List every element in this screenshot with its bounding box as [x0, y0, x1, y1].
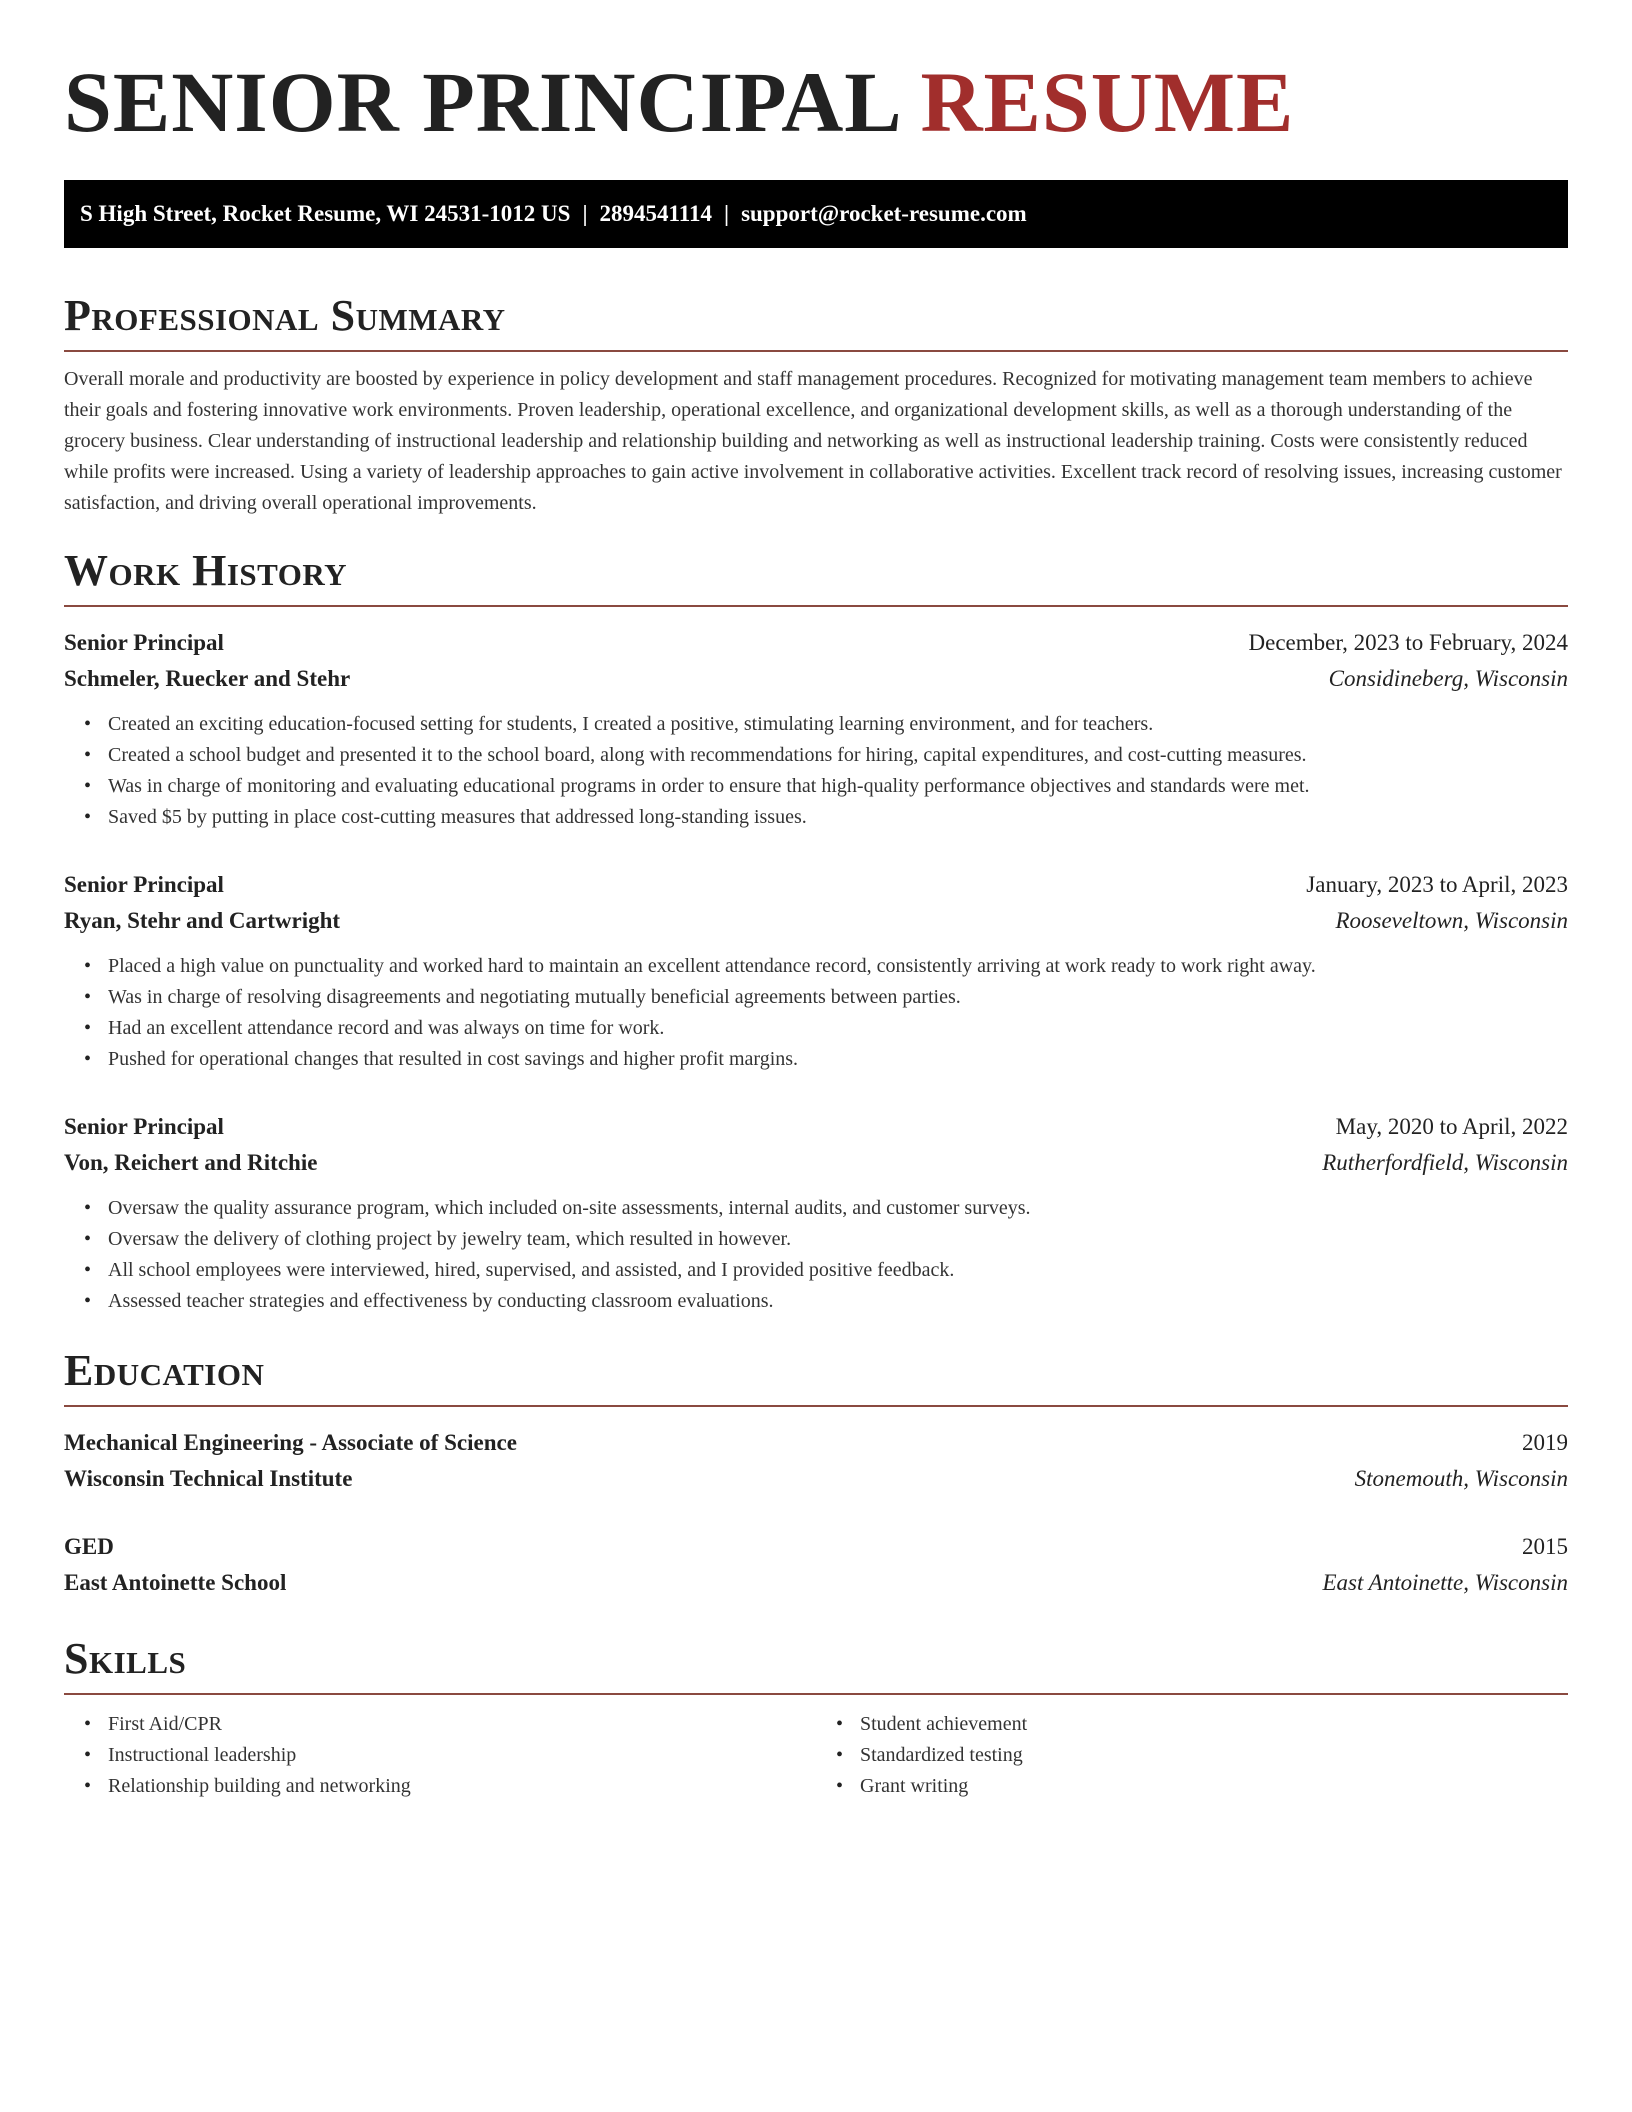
skill-item: • Grant writing	[860, 1771, 1568, 1802]
skills-list	[816, 1709, 1568, 1802]
education-location: Stonemouth, Wisconsin	[1354, 1466, 1568, 1491]
contact-email[interactable]: support@rocket-resume.com	[741, 201, 1027, 226]
skill-item: • First Aid/CPR	[108, 1709, 816, 1740]
skill-item: • Instructional leadership	[108, 1740, 816, 1771]
section-title-education: Education	[64, 1346, 265, 1395]
list-item: • Was in charge of monitoring and evaluating educational programs in order to ensure that high-quality performance objectives and standards were met.	[108, 771, 1568, 802]
list-item: • Oversaw the quality assurance program, which included on-site assessments, internal audits, and customer surveys.	[108, 1193, 1568, 1224]
resume-title-primary: SENIOR PRINCIPAL	[64, 54, 898, 150]
job-header-row	[64, 1109, 1568, 1145]
summary-text: Overall morale and productivity are boosted by experience in policy development and staff management procedures. Recognized for motivating management team members to achieve their goals and fostering innovative work environments. Proven leadership, operational excellence, and organizational development skills, as well as a thorough understanding of the grocery business. Clear understanding of instructional leadership and relationship building and networking as well as instructional leadership training. Costs were consistently reduced while profits were increased. Using a variety of leadership approaches to gain active involvement in collaborative activities. Excellent track record of resolving issues, increasing customer satisfaction, and driving overall operational improvements.	[64, 368, 1562, 514]
education-entry	[64, 1529, 1568, 1601]
list-item: • Placed a high value on punctuality and worked hard to maintain an excellent attendance record, consistently arriving at work ready to work right away.	[108, 951, 1568, 982]
education-year: 2019	[1522, 1430, 1568, 1455]
list-item: • Oversaw the delivery of clothing project by jewelry team, which resulted in however.	[108, 1224, 1568, 1255]
contact-separator: |	[582, 201, 588, 226]
job-bullet-list	[64, 709, 1568, 833]
job-location: Rooseveltown, Wisconsin	[1335, 908, 1568, 933]
job-dates: May, 2020 to April, 2022	[1335, 1114, 1568, 1139]
section-divider	[64, 1693, 1568, 1695]
job-company-row	[64, 903, 1568, 939]
skill-item: • Student achievement	[860, 1709, 1568, 1740]
list-item: • Pushed for operational changes that resulted in cost savings and higher profit margins.	[108, 1044, 1568, 1075]
list-item: • Assessed teacher strategies and effectiveness by conducting classroom evaluations.	[108, 1286, 1568, 1317]
education-school: Wisconsin Technical Institute	[64, 1466, 353, 1491]
education-entry	[64, 1425, 1568, 1497]
contact-address: S High Street, Rocket Resume, WI 24531-1012 US	[80, 201, 571, 226]
job-dates: December, 2023 to February, 2024	[1248, 630, 1568, 655]
job-bullet-list	[64, 1193, 1568, 1317]
education-degree: Mechanical Engineering - Associate of Science	[64, 1430, 517, 1455]
contact-bar	[64, 180, 1568, 248]
job-entry	[64, 625, 1568, 833]
job-role: Senior Principal	[64, 630, 224, 655]
section-divider	[64, 605, 1568, 607]
job-company: Von, Reichert and Ritchie	[64, 1150, 318, 1175]
job-header-row	[64, 867, 1568, 903]
resume-title-accent: RESUME	[920, 54, 1295, 150]
job-location: Rutherfordfield, Wisconsin	[1322, 1150, 1568, 1175]
list-item: • Created an exciting education-focused setting for students, I created a positive, stimulating learning environment, and for teachers.	[108, 709, 1568, 740]
list-item: • Was in charge of resolving disagreements and negotiating mutually beneficial agreements between parties.	[108, 982, 1568, 1013]
job-entry	[64, 867, 1568, 1075]
job-location: Considineberg, Wisconsin	[1328, 666, 1568, 691]
skill-item: • Relationship building and networking	[108, 1771, 816, 1802]
education-degree-row	[64, 1529, 1568, 1565]
education-section	[64, 1343, 1568, 1601]
education-degree-row	[64, 1425, 1568, 1461]
skills-column-left	[64, 1709, 816, 1802]
list-item: • All school employees were interviewed, hired, supervised, and assisted, and I provided positive feedback.	[108, 1255, 1568, 1286]
section-title-summary: Professional Summary	[64, 291, 506, 340]
job-entry	[64, 1109, 1568, 1317]
education-school-row	[64, 1565, 1568, 1601]
skills-list	[64, 1709, 816, 1802]
skills-column-right	[816, 1709, 1568, 1802]
job-company-row	[64, 661, 1568, 697]
education-location: East Antoinette, Wisconsin	[1322, 1570, 1568, 1595]
skills-grid	[64, 1709, 1568, 1802]
section-divider	[64, 350, 1568, 352]
job-header-row	[64, 625, 1568, 661]
section-title-work-history: Work History	[64, 546, 348, 595]
job-role: Senior Principal	[64, 872, 224, 897]
job-role: Senior Principal	[64, 1114, 224, 1139]
list-item: • Saved $5 by putting in place cost-cutting measures that addressed long-standing issues.	[108, 802, 1568, 833]
summary-section	[64, 288, 1568, 519]
section-title-skills: Skills	[64, 1634, 187, 1683]
job-company: Schmeler, Ruecker and Stehr	[64, 666, 351, 691]
education-school-row	[64, 1461, 1568, 1497]
skills-section	[64, 1631, 1568, 1802]
education-school: East Antoinette School	[64, 1570, 287, 1595]
education-year: 2015	[1522, 1534, 1568, 1559]
section-divider	[64, 1405, 1568, 1407]
education-degree: GED	[64, 1534, 114, 1559]
contact-phone: 2894541114	[599, 201, 712, 226]
resume-title	[64, 52, 1568, 152]
job-company: Ryan, Stehr and Cartwright	[64, 908, 341, 933]
contact-separator: |	[723, 201, 730, 226]
job-company-row	[64, 1145, 1568, 1181]
list-item: • Created a school budget and presented it to the school board, along with recommendations for hiring, capital expenditures, and cost-cutting measures.	[108, 740, 1568, 771]
list-item: • Had an excellent attendance record and was always on time for work.	[108, 1013, 1568, 1044]
work-history-section	[64, 543, 1568, 1317]
skill-item: • Standardized testing	[860, 1740, 1568, 1771]
job-bullet-list	[64, 951, 1568, 1075]
job-dates: January, 2023 to April, 2023	[1306, 872, 1568, 897]
